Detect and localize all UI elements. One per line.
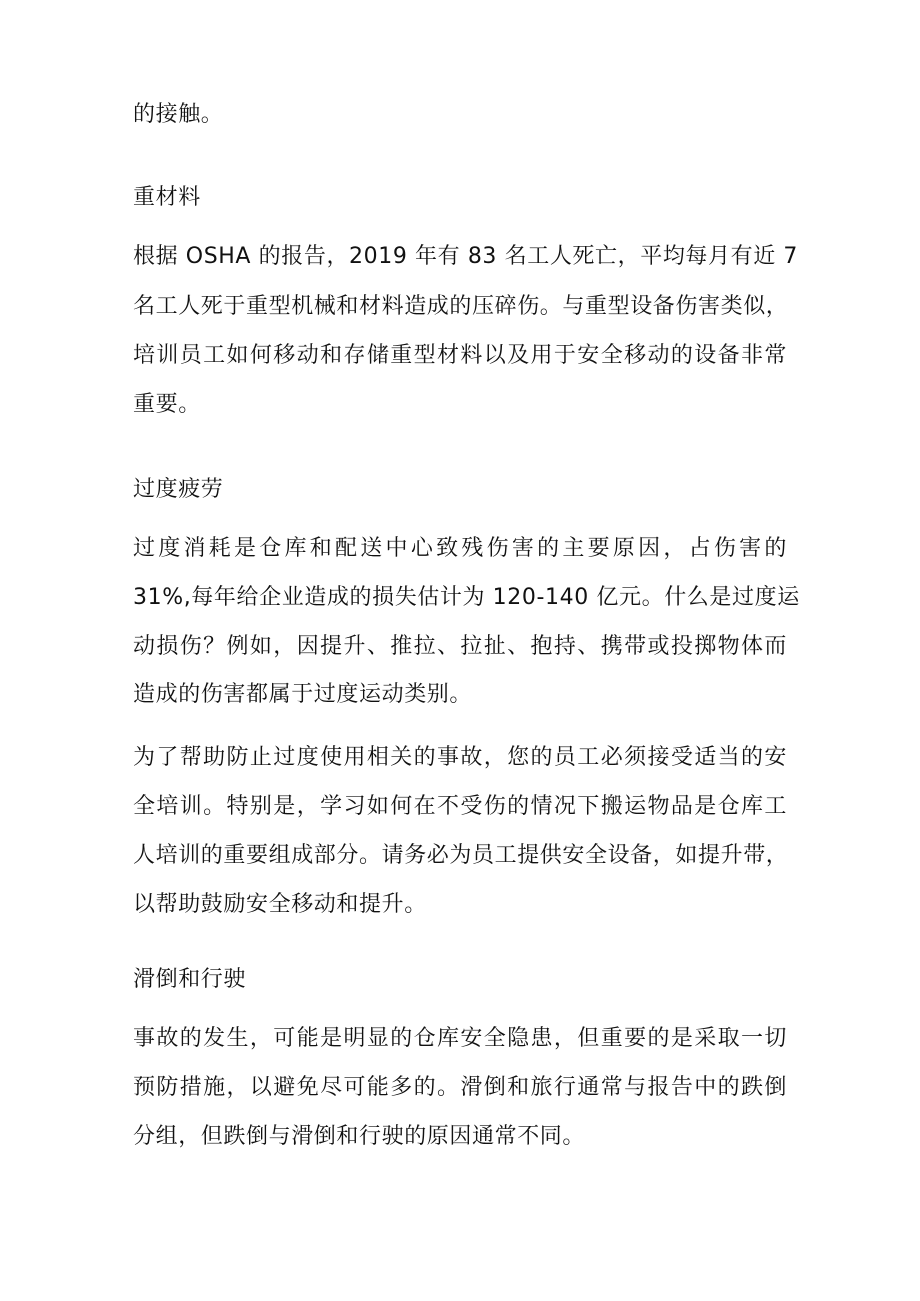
paragraph-line: 造成的伤害都属于过度运动类别。 <box>133 682 473 707</box>
paragraph-line: 的接触。 <box>133 102 224 127</box>
section-heading: 滑倒和行驶 <box>133 967 247 992</box>
paragraph-line: 31%,每年给企业造成的损失估计为 120-140 亿元。什么是过度运 <box>133 585 800 610</box>
section-heading: 重材料 <box>133 185 201 210</box>
paragraph-line: 全培训。特别是，学习如何在不受伤的情况下搬运物品是仓库工 <box>133 794 787 819</box>
paragraph-line: 重要。 <box>133 392 201 417</box>
paragraph-line: 培训员工如何移动和存储重型材料以及用于安全移动的设备非常 <box>133 343 787 368</box>
paragraph-line: 动损伤？例如，因提升、推拉、拉扯、抱持、携带或投掷物体而 <box>133 634 787 659</box>
paragraph-line: 分组，但跌倒与滑倒和行驶的原因通常不同。 <box>133 1124 586 1149</box>
paragraph-line: 人培训的重要组成部分。请务必为员工提供安全设备，如提升带， <box>133 843 789 868</box>
paragraph-line: 根据 OSHA 的报告，2019 年有 83 名工人死亡，平均每月有近 7 <box>133 244 799 269</box>
paragraph-line: 事故的发生，可能是明显的仓库安全隐患，但重要的是采取一切 <box>133 1026 787 1051</box>
section-heading: 过度疲劳 <box>133 477 224 502</box>
paragraph-line: 过度消耗是仓库和配送中心致残伤害的主要原因，占伤害的 <box>133 536 787 561</box>
paragraph-line: 为了帮助防止过度使用相关的事故，您的员工必须接受适当的安 <box>133 745 787 770</box>
paragraph-line: 预防措施，以避免尽可能多的。滑倒和旅行通常与报告中的跌倒 <box>133 1075 787 1100</box>
paragraph-line: 以帮助鼓励安全移动和提升。 <box>133 892 427 917</box>
paragraph-line: 名工人死于重型机械和材料造成的压碎伤。与重型设备伤害类似， <box>133 294 789 319</box>
